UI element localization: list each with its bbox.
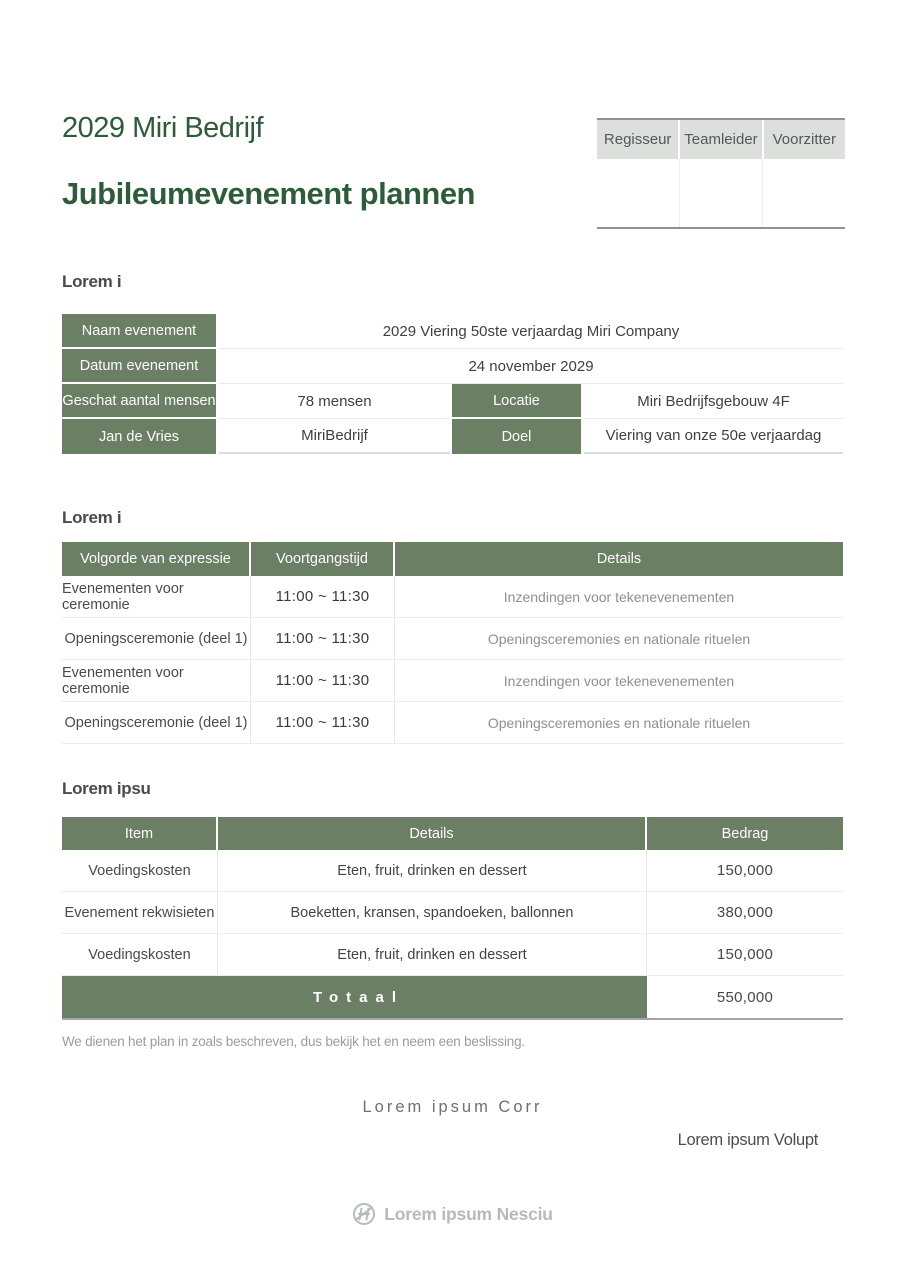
signature-cell-voorzitter[interactable] — [763, 159, 845, 227]
table-row — [62, 419, 843, 454]
approval-col-voorzitter: Voorzitter — [764, 120, 845, 159]
submission-note: We dienen het plan in zoals beschreven, dus bekijk het en neem een beslissing. — [62, 1034, 525, 1049]
budget-total-row — [62, 976, 843, 1020]
table-row — [62, 934, 843, 976]
budget-amount: 150,000 — [647, 934, 843, 975]
budget-total-amount: 550,000 — [647, 976, 843, 1018]
budget-item: Voedingskosten — [62, 850, 218, 891]
brand-footer — [0, 1202, 905, 1226]
page-title: Jubileumevenement plannen — [62, 176, 475, 211]
section2-heading: Lorem i — [62, 508, 122, 527]
schedule-time: 11:00 ~ 11:30 — [251, 660, 395, 701]
schedule-order: Evenementen voor ceremonie — [62, 660, 251, 701]
schedule-details: Inzendingen voor tekenevenementen — [395, 660, 843, 701]
budget-header-item: Item — [62, 817, 218, 850]
schedule-time: 11:00 ~ 11:30 — [251, 576, 395, 617]
signature-line-center: Lorem ipsum Corr — [362, 1098, 543, 1116]
budget-details: Eten, fruit, drinken en dessert — [218, 850, 647, 891]
schedule-table — [62, 542, 843, 744]
approval-signature-table — [597, 118, 845, 229]
h-circle-logo-icon — [352, 1202, 376, 1226]
schedule-header-volgorde: Volgorde van expressie — [62, 542, 251, 576]
budget-details: Boeketten, kransen, spandoeken, ballonnen — [218, 892, 647, 933]
info-label-doel: Doel — [450, 419, 584, 454]
budget-item: Voedingskosten — [62, 934, 218, 975]
table-row — [62, 314, 843, 349]
schedule-header-details: Details — [395, 542, 843, 576]
brand-name: Lorem ipsum Nesciu — [384, 1203, 553, 1224]
info-value-doel: Viering van onze 50e verjaardag — [584, 419, 843, 454]
schedule-order: Evenementen voor ceremonie — [62, 576, 251, 617]
info-value-naam-evenement: 2029 Viering 50ste verjaardag Miri Company — [219, 314, 843, 349]
approval-col-teamleider: Teamleider — [680, 120, 763, 159]
budget-total-label: Totaal — [62, 976, 647, 1018]
signature-line-right: Lorem ipsum Volupt — [677, 1131, 818, 1149]
info-label-datum-evenement: Datum evenement — [62, 349, 219, 384]
schedule-time: 11:00 ~ 11:30 — [251, 618, 395, 659]
schedule-time: 11:00 ~ 11:30 — [251, 702, 395, 743]
table-row — [62, 660, 843, 702]
info-label-organisator: Jan de Vries — [62, 419, 219, 454]
budget-header-row — [62, 817, 843, 850]
table-row — [62, 892, 843, 934]
schedule-order: Openingsceremonie (deel 1) — [62, 618, 251, 659]
budget-header-bedrag: Bedrag — [647, 817, 843, 850]
table-row — [62, 576, 843, 618]
schedule-details: Openingsceremonies en nationale rituelen — [395, 618, 843, 659]
signature-cell-teamleider[interactable] — [680, 159, 763, 227]
info-label-naam-evenement: Naam evenement — [62, 314, 219, 349]
budget-amount: 150,000 — [647, 850, 843, 891]
schedule-details: Openingsceremonies en nationale rituelen — [395, 702, 843, 743]
info-label-aantal-mensen: Geschat aantal mensen — [62, 384, 219, 419]
event-info-table — [62, 314, 843, 454]
info-value-organisator: MiriBedrijf — [219, 419, 450, 454]
approval-signature-row — [597, 159, 845, 227]
table-row — [62, 618, 843, 660]
budget-header-details: Details — [218, 817, 647, 850]
signature-cell-regisseur[interactable] — [597, 159, 680, 227]
table-row — [62, 384, 843, 419]
approval-col-regisseur: Regisseur — [597, 120, 680, 159]
info-value-locatie: Miri Bedrijfsgebouw 4F — [584, 384, 843, 419]
schedule-header-voortgangstijd: Voortgangstijd — [251, 542, 395, 576]
schedule-header-row — [62, 542, 843, 576]
info-value-aantal-mensen: 78 mensen — [219, 384, 450, 419]
schedule-details: Inzendingen voor tekenevenementen — [395, 576, 843, 617]
section3-heading: Lorem ipsu — [62, 779, 151, 798]
section1-heading: Lorem i — [62, 272, 122, 291]
info-value-datum-evenement: 24 november 2029 — [219, 349, 843, 384]
budget-table — [62, 817, 843, 1020]
table-row — [62, 349, 843, 384]
schedule-order: Openingsceremonie (deel 1) — [62, 702, 251, 743]
budget-item: Evenement rekwisieten — [62, 892, 218, 933]
table-row — [62, 850, 843, 892]
budget-amount: 380,000 — [647, 892, 843, 933]
table-row — [62, 702, 843, 744]
document-subtitle: 2029 Miri Bedrijf — [62, 112, 264, 144]
info-label-locatie: Locatie — [450, 384, 584, 419]
approval-header-row — [597, 120, 845, 159]
budget-details: Eten, fruit, drinken en dessert — [218, 934, 647, 975]
